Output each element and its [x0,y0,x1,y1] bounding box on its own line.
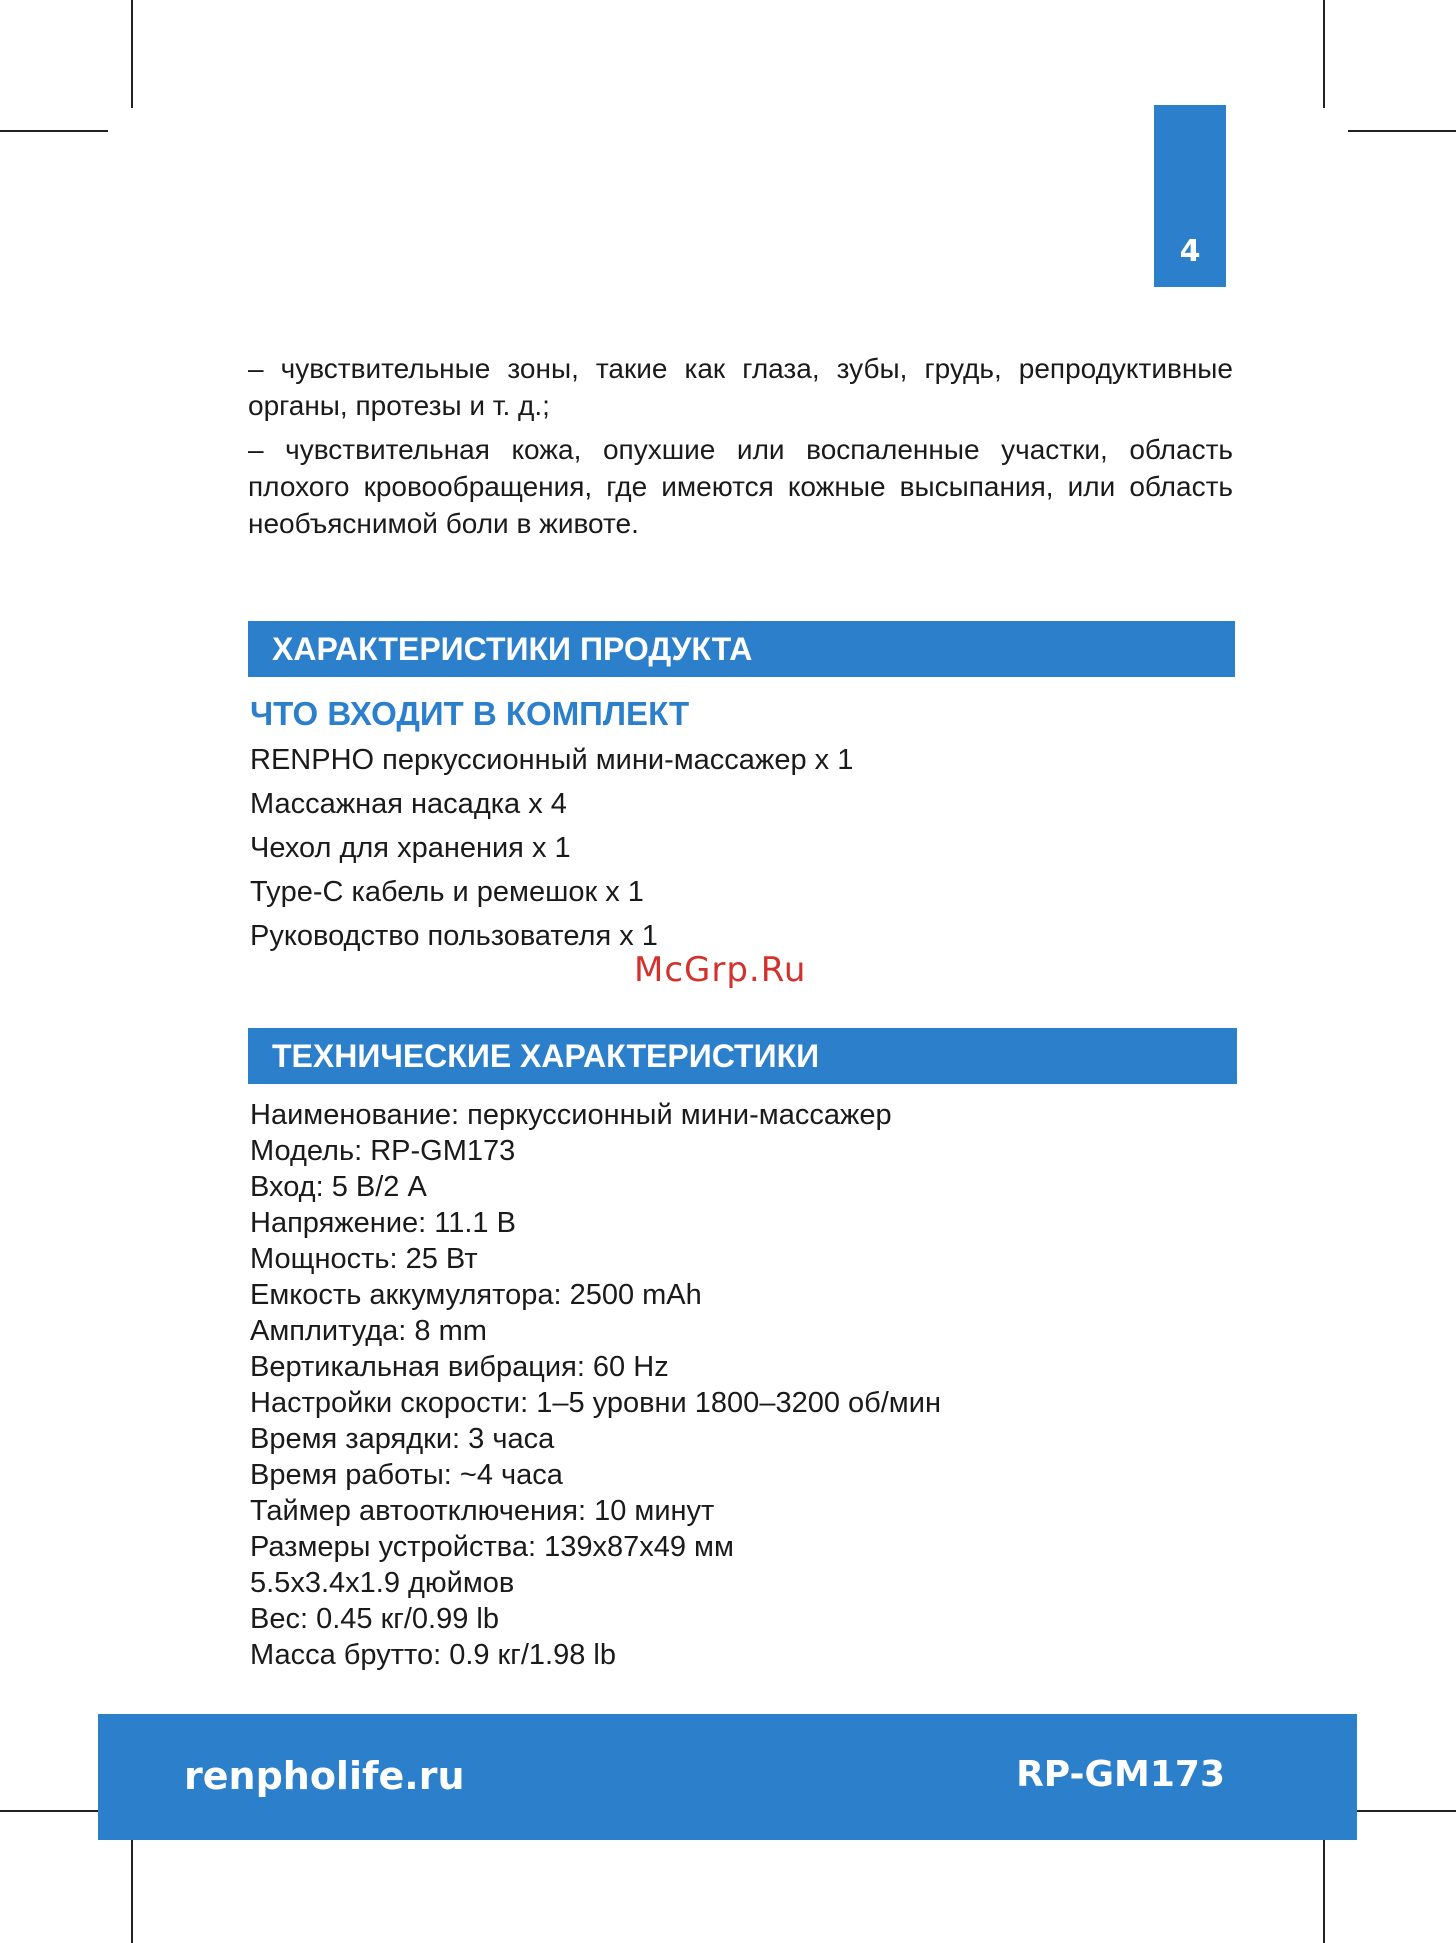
warning-item: – чувствительные зоны, такие как глаза, зубы, грудь, репродуктивные органы, протезы и т. д.; [248,353,1233,421]
spec-item: Размеры устройства: 139x87x49 мм [250,1531,734,1563]
list-item: Массажная насадка x 4 [250,788,567,820]
crop-mark [1348,130,1456,132]
spec-item: Модель: RP-GM173 [250,1135,516,1167]
spec-item: Вход: 5 В/2 А [250,1171,427,1203]
crop-mark [131,1835,133,1943]
spec-item: Амплитуда: 8 mm [250,1315,487,1347]
spec-item: Время работы: ~4 часа [250,1459,563,1491]
list-item: Руководство пользователя x 1 [250,920,658,952]
page-number: 4 [1179,234,1201,269]
footer-website: renpholife.ru [184,1754,465,1798]
list-item: Чехол для хранения x 1 [250,832,571,864]
crop-mark [1348,1810,1456,1812]
spec-item: Напряжение: 11.1 В [250,1207,516,1239]
crop-mark [1323,0,1325,108]
spec-item: Вес: 0.45 кг/0.99 lb [250,1603,499,1635]
crop-mark [131,0,133,108]
spec-item: Емкость аккумулятора: 2500 mAh [250,1279,702,1311]
page-number-tab [1154,105,1226,287]
footer-model: RP-GM173 [1016,1754,1225,1795]
spec-item: Мощность: 25 Вт [250,1243,478,1275]
spec-item: 5.5x3.4x1.9 дюймов [250,1567,515,1599]
spec-item: Время зарядки: 3 часа [250,1423,555,1455]
footer-bar [98,1714,1357,1840]
section-heading-product: ХАРАКТЕРИСТИКИ ПРОДУКТА [248,621,1235,677]
warning-text [248,350,1233,549]
list-item: RENPHO перкуссионный мини-массажер x 1 [250,744,854,776]
spec-item: Вертикальная вибрация: 60 Hz [250,1351,669,1383]
spec-item: Настройки скорости: 1–5 уровни 1800–3200 об/мин [250,1387,941,1419]
list-item: Type-C кабель и ремешок x 1 [250,876,644,908]
spec-item: Наименование: перкуссионный мини-массажер [250,1099,892,1131]
kit-heading: ЧТО ВХОДИТ В КОМПЛЕКТ [250,695,690,732]
crop-mark [0,1810,108,1812]
section-heading-tech: ТЕХНИЧЕСКИЕ ХАРАКТЕРИСТИКИ [248,1028,1237,1084]
spec-list [250,1097,941,1673]
warning-item: – чувствительная кожа, опухшие или воспаленные участки, область плохого кровообращения, где имеются кожные высыпания, или область необъяснимой боли в животе. [248,434,1233,539]
crop-mark [0,130,108,132]
kit-list [250,738,853,958]
crop-mark [1323,1835,1325,1943]
watermark: McGrp.Ru [634,950,807,990]
spec-item: Таймер автоотключения: 10 минут [250,1495,715,1527]
spec-item: Масса брутто: 0.9 кг/1.98 lb [250,1639,616,1671]
